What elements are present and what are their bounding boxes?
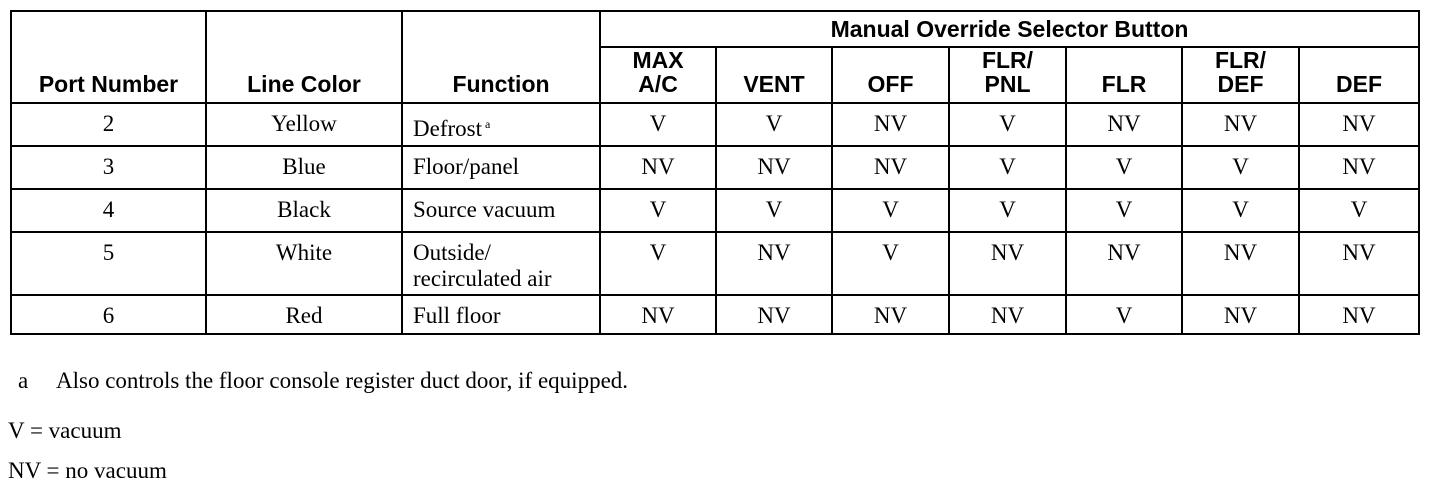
- color-cell: Red: [206, 295, 402, 334]
- header-button-max-ac: MAX A/C: [600, 47, 716, 103]
- value-cell: V: [949, 146, 1066, 189]
- value-cell: NV: [832, 295, 949, 334]
- value-cell: NV: [949, 295, 1066, 334]
- color-cell: Black: [206, 189, 402, 232]
- port-cell: 2: [11, 103, 206, 146]
- function-cell: Full floor: [402, 295, 600, 334]
- value-cell: V: [716, 189, 832, 232]
- value-cell: NV: [600, 146, 716, 189]
- value-cell: NV: [1299, 232, 1419, 295]
- value-cell: NV: [716, 146, 832, 189]
- legend-vacuum: V = vacuum: [8, 418, 122, 443]
- color-cell: Yellow: [206, 103, 402, 146]
- value-cell: V: [949, 103, 1066, 146]
- header-button-off: OFF: [832, 47, 949, 103]
- value-cell: V: [1299, 189, 1419, 232]
- value-cell: NV: [1066, 232, 1182, 295]
- value-cell: NV: [949, 232, 1066, 295]
- table-row: [11, 295, 1419, 334]
- header-function: Function: [402, 11, 600, 103]
- value-cell: V: [1066, 189, 1182, 232]
- value-cell: NV: [600, 295, 716, 334]
- value-cell: V: [1182, 146, 1299, 189]
- value-cell: V: [949, 189, 1066, 232]
- value-cell: NV: [1182, 295, 1299, 334]
- vacuum-port-table: [10, 10, 1420, 335]
- header-line-color: Line Color: [206, 11, 402, 103]
- value-cell: NV: [716, 232, 832, 295]
- value-cell: NV: [1299, 146, 1419, 189]
- value-cell: V: [832, 232, 949, 295]
- function-cell: Outside/ recirculated air: [402, 232, 600, 295]
- header-button-flr-pnl: FLR/ PNL: [949, 47, 1066, 103]
- legend-no-vacuum: NV = no vacuum: [8, 458, 167, 483]
- footnote-marker: a: [484, 117, 491, 131]
- table-row: [11, 189, 1419, 232]
- value-cell: NV: [1182, 232, 1299, 295]
- value-cell: NV: [716, 295, 832, 334]
- port-cell: 6: [11, 295, 206, 334]
- value-cell: V: [716, 103, 832, 146]
- footnote: [10, 368, 628, 394]
- header-button-vent: VENT: [716, 47, 832, 103]
- value-cell: NV: [832, 146, 949, 189]
- function-cell: Defrost $^a$: [402, 103, 600, 146]
- value-cell: V: [1066, 295, 1182, 334]
- table-row: [11, 103, 1419, 146]
- function-cell: Floor/panel: [402, 146, 600, 189]
- value-cell: NV: [1182, 103, 1299, 146]
- value-cell: V: [600, 189, 716, 232]
- table-row: [11, 232, 1419, 295]
- value-cell: V: [832, 189, 949, 232]
- port-cell: 5: [11, 232, 206, 295]
- value-cell: NV: [832, 103, 949, 146]
- function-cell: Source vacuum: [402, 189, 600, 232]
- value-cell: V: [600, 103, 716, 146]
- value-cell: NV: [1299, 295, 1419, 334]
- header-button-def: DEF: [1299, 47, 1419, 103]
- header-manual-override-group: Manual Override Selector Button: [600, 11, 1419, 47]
- port-cell: 4: [11, 189, 206, 232]
- value-cell: NV: [1066, 103, 1182, 146]
- header-button-flr: FLR: [1066, 47, 1182, 103]
- footnote-text: Also controls the floor console register duct door, if equipped.: [56, 368, 629, 393]
- header-button-flr-def: FLR/ DEF: [1182, 47, 1299, 103]
- color-cell: White: [206, 232, 402, 295]
- header-port-number: Port Number: [11, 11, 206, 103]
- vacuum-table-wrapper: [10, 10, 1420, 335]
- value-cell: NV: [1299, 103, 1419, 146]
- value-cell: V: [1182, 189, 1299, 232]
- port-cell: 3: [11, 146, 206, 189]
- table-row: [11, 146, 1419, 189]
- footnote-letter: a: [18, 368, 29, 393]
- color-cell: Blue: [206, 146, 402, 189]
- value-cell: V: [1066, 146, 1182, 189]
- value-cell: V: [600, 232, 716, 295]
